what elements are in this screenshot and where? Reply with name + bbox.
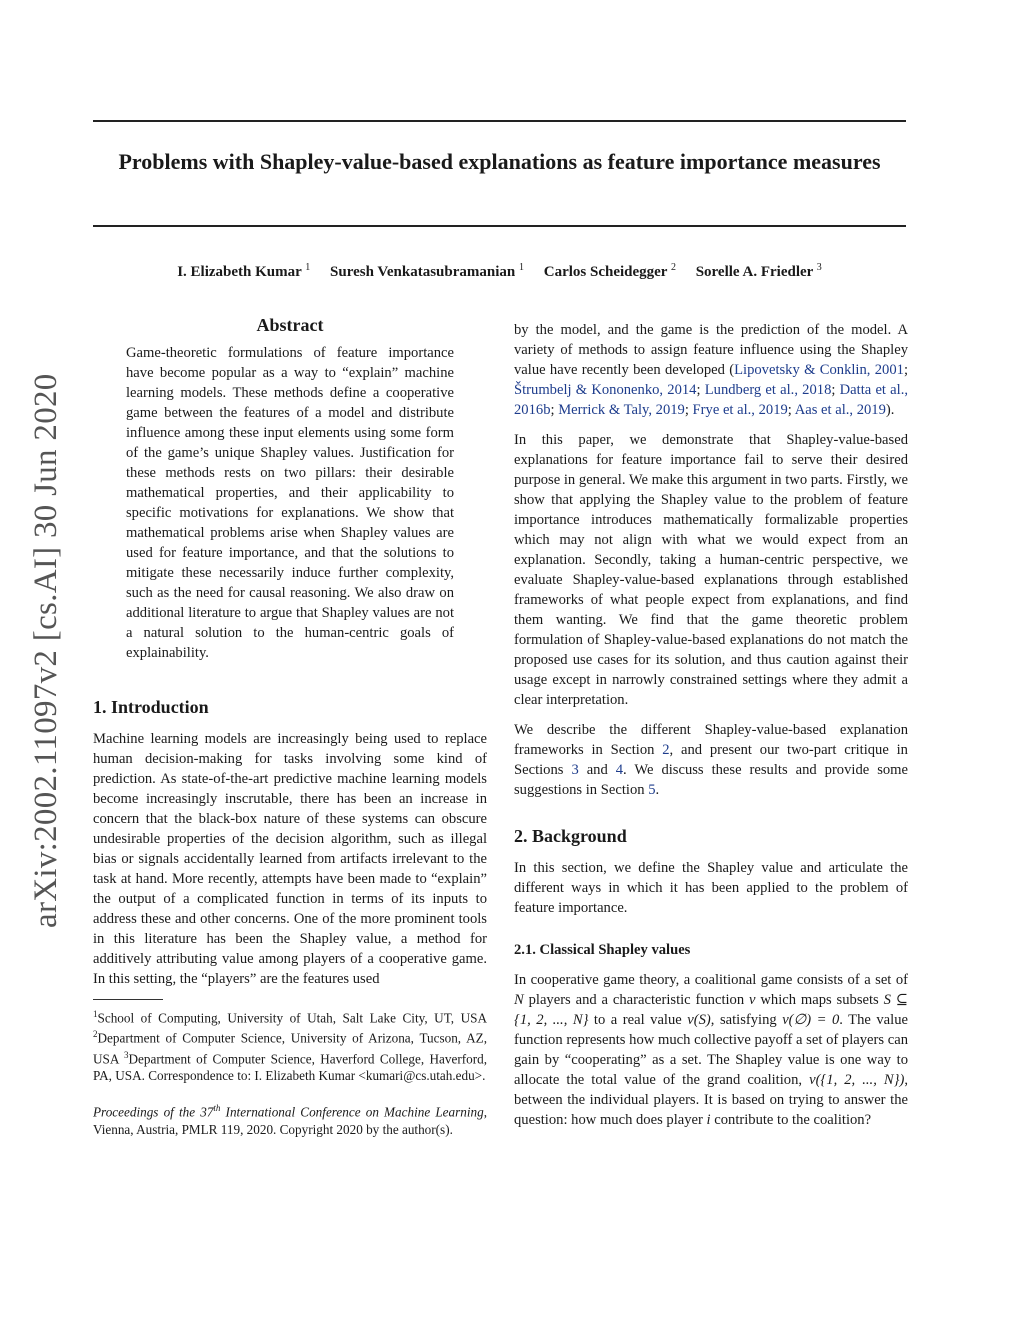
math-inline: v bbox=[749, 992, 756, 1008]
math-inline: v(S) bbox=[687, 1012, 711, 1028]
citation-link[interactable]: Štrumbelj & Kononenko, 2014 bbox=[514, 382, 697, 398]
math-inline: v({1, 2, ..., N}) bbox=[809, 1072, 905, 1088]
footnote-marker: 3 bbox=[124, 1049, 129, 1060]
author-affiliation: 1 bbox=[518, 262, 524, 273]
intro-paragraph: Machine learning models are increasingly being used to replace human decision-making for tasks involving some kind of prediction. As state-of-the-art predictive machine learning models become increasingly inscrutable, there has been an increase in concern that the black-box nature of these systems can obscure undesirable properties of the decision algorithm, such as illegal bias or signals accidentally learned from artifacts irrelevant to the task at hand. More recently, attempts have been made to “explain” the output of a complicated function in terms of its inputs to address these and other concerns. One of the more prominent tools in this literature has been the Shapley value, a method for additively attributing value among players of a cooperative game. In this setting, the “players” are the features used bbox=[93, 731, 487, 987]
footnote-marker: 1 bbox=[93, 1009, 98, 1019]
author-affiliation: 3 bbox=[816, 262, 822, 273]
author bbox=[177, 264, 310, 280]
citation-link[interactable]: Lundberg et al., 2018 bbox=[704, 382, 832, 398]
author-name: Suresh Venkatasubramanian bbox=[330, 264, 516, 280]
citation-link[interactable]: Merrick & Taly, 2019 bbox=[558, 402, 685, 418]
subsection-heading: 2.1. Classical Shapley values bbox=[514, 942, 691, 958]
title-rule-top bbox=[93, 120, 906, 122]
citation-link[interactable]: Lipovetsky & Conklin, 2001 bbox=[734, 362, 904, 378]
section-ref-link[interactable]: 2 bbox=[662, 742, 670, 758]
author-affiliation: 2 bbox=[670, 262, 676, 273]
author-name: Sorelle A. Friedler bbox=[695, 264, 814, 280]
author-name: I. Elizabeth Kumar bbox=[177, 264, 302, 280]
proceedings-note: Proceedings of the 37th International Conference on Machine Learning, Vienna, Austria, PMLR 119, 2020. Copyright 2020 by the author(s). bbox=[93, 1103, 487, 1137]
author bbox=[330, 264, 524, 280]
author-affiliation: 1 bbox=[305, 262, 311, 273]
intro-paragraph-continued: by the model, and the game is the prediction of the model. A variety of methods to assign feature influence using the Shapley value have recently been developed (Lipovetsky & Conklin, 2001; Štrumbelj & Kononenko, 2014; Lundberg et al., 2018; Datta et al., 2016b; Merrick & Taly, 2019; Frye et al., 2019; Aas et al., 2019). bbox=[514, 322, 909, 418]
author bbox=[696, 264, 822, 280]
author bbox=[544, 264, 676, 280]
affiliation-footnotes: $^1$School of Computing, University of Utah, Salt Lake City, UT, USA $^2$Department of Computer Science, University of Arizona, Tucson, AZ, USA $^3$Department of Computer Science, Haverford College, Haverford, PA, USA. Correspondence to: I. Elizabeth Kumar <kumari@cs.utah.edu>. bbox=[93, 1009, 488, 1084]
paper-title: Problems with Shapley-value-based explanations as feature importance measures bbox=[118, 149, 881, 174]
section-ref-link[interactable]: 3 bbox=[571, 762, 579, 778]
arxiv-stamp: arXiv:2002.11097v2 [cs.AI] 30 Jun 2020 bbox=[28, 373, 64, 929]
section-heading-background: 2. Background bbox=[514, 826, 627, 846]
math-inline: i bbox=[706, 1112, 711, 1128]
title-rule-bottom bbox=[93, 225, 906, 227]
footnote-divider bbox=[93, 999, 163, 1000]
abstract-text: Game-theoretic formulations of feature importance have become popular as a way to “explain” machine learning models. These methods define a cooperative game between the features of a model and distribute influence among these input elements using some form of the game’s unique Shapley values. Justification for these methods rests on two pillars: their desirable mathematical properties, and their applicability to specific motivations for explanations. We show that mathematical problems arise when Shapley values are used for feature importance, and that the solutions to mitigate these necessarily induce further complexity, such as the need for causal reasoning. We also draw on additional literature to argue that Shapley values are not a natural solution to the human-centric goals of explainability. bbox=[126, 345, 454, 661]
section-ref-link[interactable]: 4 bbox=[615, 762, 624, 778]
author-list bbox=[93, 262, 906, 281]
section-heading-introduction: 1. Introduction bbox=[93, 697, 209, 717]
footnote-marker: 2 bbox=[93, 1029, 98, 1040]
left-column bbox=[93, 315, 487, 1138]
background-paragraph: In cooperative game theory, a coalitional game consists of a set of N players and a characteristic function v which maps subsets S ⊆ {1, 2, ..., N} to a real value v(S), satisfying v(∅) = 0. The value function represents how much collective payoff a set of players can gain by “cooperating” as a set. The Shapley value is one way to allocate the total value of the grand coalition, v({1, 2, ..., N}), between the individual players. It is based on trying to answer the question: how much does player i contribute to the coalition? bbox=[514, 972, 908, 1128]
right-column bbox=[514, 320, 908, 1140]
section-ref-link[interactable]: 5 bbox=[648, 782, 656, 798]
abstract-heading: Abstract bbox=[256, 315, 324, 335]
math-inline: N bbox=[514, 992, 524, 1008]
citation-link[interactable]: Aas et al., 2019 bbox=[794, 402, 886, 418]
math-inline: v(∅) = 0 bbox=[782, 1012, 840, 1028]
background-paragraph: In this section, we define the Shapley value and articulate the different ways in which it has been applied to the problem of feature importance. bbox=[514, 860, 908, 916]
intro-paragraph: We describe the different Shapley-value-based explanation frameworks in Section 2, and present our two-part critique in Sections 3 and 4. We discuss these results and provide some suggestions in Section 5. bbox=[514, 722, 909, 798]
citation-link[interactable]: Frye et al., 2019 bbox=[692, 402, 788, 418]
intro-paragraph: In this paper, we demonstrate that Shapley-value-based explanations for feature importance fail to serve their desired purpose in general. We make this argument in two parts. Firstly, we show that applying the Shapley value to the problem of feature importance introduces mathematically formalizable properties which may not align with what we would expect from an explanation. Secondly, taking a human-centric perspective, we evaluate Shapley-value-based explanations through established frameworks of what people expect from explanations, and find them wanting. We find that the game theoretic problem formulation of Shapley-value-based explanations do not match the proposed use cases for its solution, and thus caution against their usage except in narrowly constrained settings where they admit a clear interpretation. bbox=[514, 432, 908, 708]
citation-link[interactable]: Datta et al., 2016b bbox=[514, 382, 909, 418]
author-name: Carlos Scheidegger bbox=[543, 264, 668, 280]
math-inline: S ⊆ {1, 2, ..., N} bbox=[514, 992, 908, 1028]
